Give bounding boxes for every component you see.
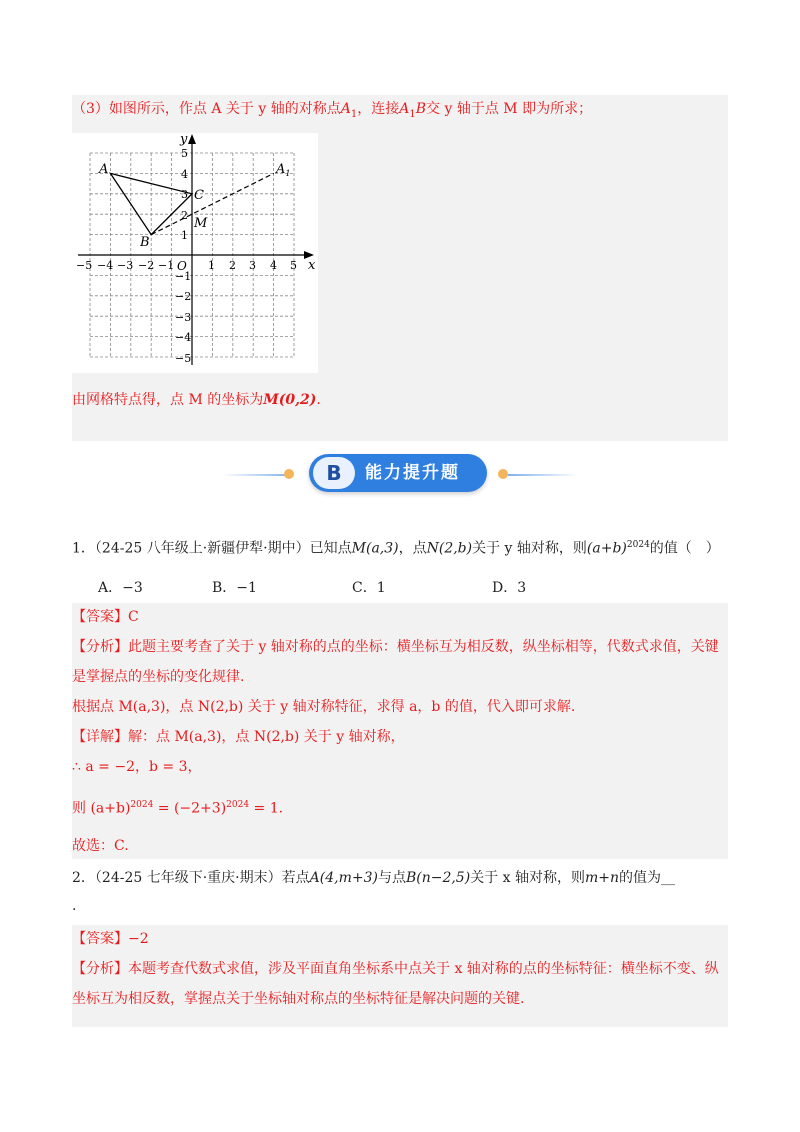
y-tick-label: −1: [175, 270, 192, 283]
q1-choice: 故选：C.: [72, 838, 129, 854]
q1-detail-line3: 则 $(a+b)^{2024} = (-2+3)^{2024} = 1$.: [72, 800, 284, 817]
x-tick-label: −4: [97, 259, 114, 272]
origin-label: O: [177, 259, 187, 273]
x-tick-label: 1: [208, 259, 215, 272]
q2-period: .: [72, 898, 77, 914]
y-tick-label: −3: [175, 311, 192, 324]
y-axis-label: y: [180, 133, 188, 147]
y-tick-label: 5: [181, 147, 188, 160]
q2-stem: 2．（24-25 七年级下·重庆·期末）若点A(4,m+3)与点B(n−2,5)关于 x 轴对称，则m+n的值为__: [72, 870, 676, 886]
x-tick-label: −2: [138, 259, 155, 272]
q1-option-d[interactable]: D．3: [492, 580, 527, 596]
solution-part3-text: （3）如图所示，作点 A 关于 y 轴的对称点$A_1$，连接$A_1B$交 y 轴于点 M 即为所求；: [72, 101, 593, 120]
banner-pill: [309, 454, 487, 492]
coordinate-graph: [72, 133, 318, 373]
q1-analysis-line1: 【分析】此题主要考查了关于 y 轴对称的点的坐标：横坐标互为相反数，纵坐标相等，代数式求值，关键: [72, 639, 719, 655]
x-tick-label: 5: [290, 259, 297, 272]
point-label-c: C: [194, 188, 204, 203]
q1-option-b[interactable]: B．−1: [212, 580, 257, 596]
banner-title: 能力提升题: [365, 463, 460, 483]
x-axis-label: x: [308, 258, 316, 273]
point-label-m: M: [194, 216, 208, 231]
q1-analysis-line2: 是掌握点的坐标的变化规律.: [72, 669, 245, 685]
solution-part3-conclusion: 由网格特点得，点 M 的坐标为M(0,2).: [72, 392, 321, 408]
x-tick-label: −3: [117, 259, 134, 272]
y-axis-arrow: [188, 134, 196, 144]
q1-detail-line1: 【详解】解：点 M(a,3)，点 N(2,b) 关于 y 轴对称，: [72, 729, 405, 745]
y-tick-label: 2: [181, 209, 188, 222]
y-tick-label: 4: [181, 168, 188, 181]
banner-left-dot: [284, 469, 294, 479]
q2-answer: 【答案】−2: [72, 931, 149, 947]
q2-analysis-line2: 坐标互为相反数，掌握点关于坐标轴对称点的坐标特征是解决问题的关键.: [72, 991, 525, 1007]
point-label-a1: $A_1$: [276, 162, 291, 178]
q2-answer-blank[interactable]: __: [661, 870, 676, 886]
q2-analysis-line1: 【分析】本题考查代数式求值，涉及平面直角坐标系中点关于 x 轴对称的点的坐标特征：横坐标不变、纵: [72, 961, 719, 977]
point-label-a: A: [99, 162, 109, 177]
q1-option-a[interactable]: A．−3: [98, 580, 143, 596]
x-tick-label: 4: [270, 259, 277, 272]
y-tick-label: 1: [181, 229, 188, 242]
banner-letter: B: [313, 457, 355, 489]
axes: [78, 139, 308, 365]
y-tick-label: −2: [175, 290, 192, 303]
section-banner: [0, 452, 800, 496]
banner-left-line: [222, 474, 292, 476]
q1-option-c[interactable]: C．1: [352, 580, 386, 596]
x-tick-label: 2: [229, 259, 236, 272]
coordinate-graph-svg: [72, 133, 318, 373]
banner-right-line: [508, 474, 578, 476]
point-label-b: B: [140, 235, 150, 250]
q1-detail-line2: ∴ a = −2，b = 3，: [72, 759, 202, 775]
x-tick-label: 3: [249, 259, 256, 272]
y-tick-label: 3: [181, 188, 188, 201]
x-tick-label: −5: [76, 259, 93, 272]
y-tick-label: −4: [175, 331, 192, 344]
x-tick-label: −1: [158, 259, 175, 272]
y-tick-labels: [175, 147, 191, 365]
q1-stem: 1．（24-25 八年级上·新疆伊犁·期中）已知点M(a,3)，点N(2,b)关于 y 轴对称，则$(a+b)^{2024}$的值（ ）: [72, 540, 720, 557]
y-tick-label: −5: [175, 352, 192, 365]
q1-analysis-line3: 根据点 M(a,3)，点 N(2,b) 关于 y 轴对称特征，求得 a，b 的值，代入即可求解.: [72, 699, 576, 715]
q1-answer: 【答案】C: [72, 609, 139, 625]
banner-right-dot: [498, 469, 508, 479]
